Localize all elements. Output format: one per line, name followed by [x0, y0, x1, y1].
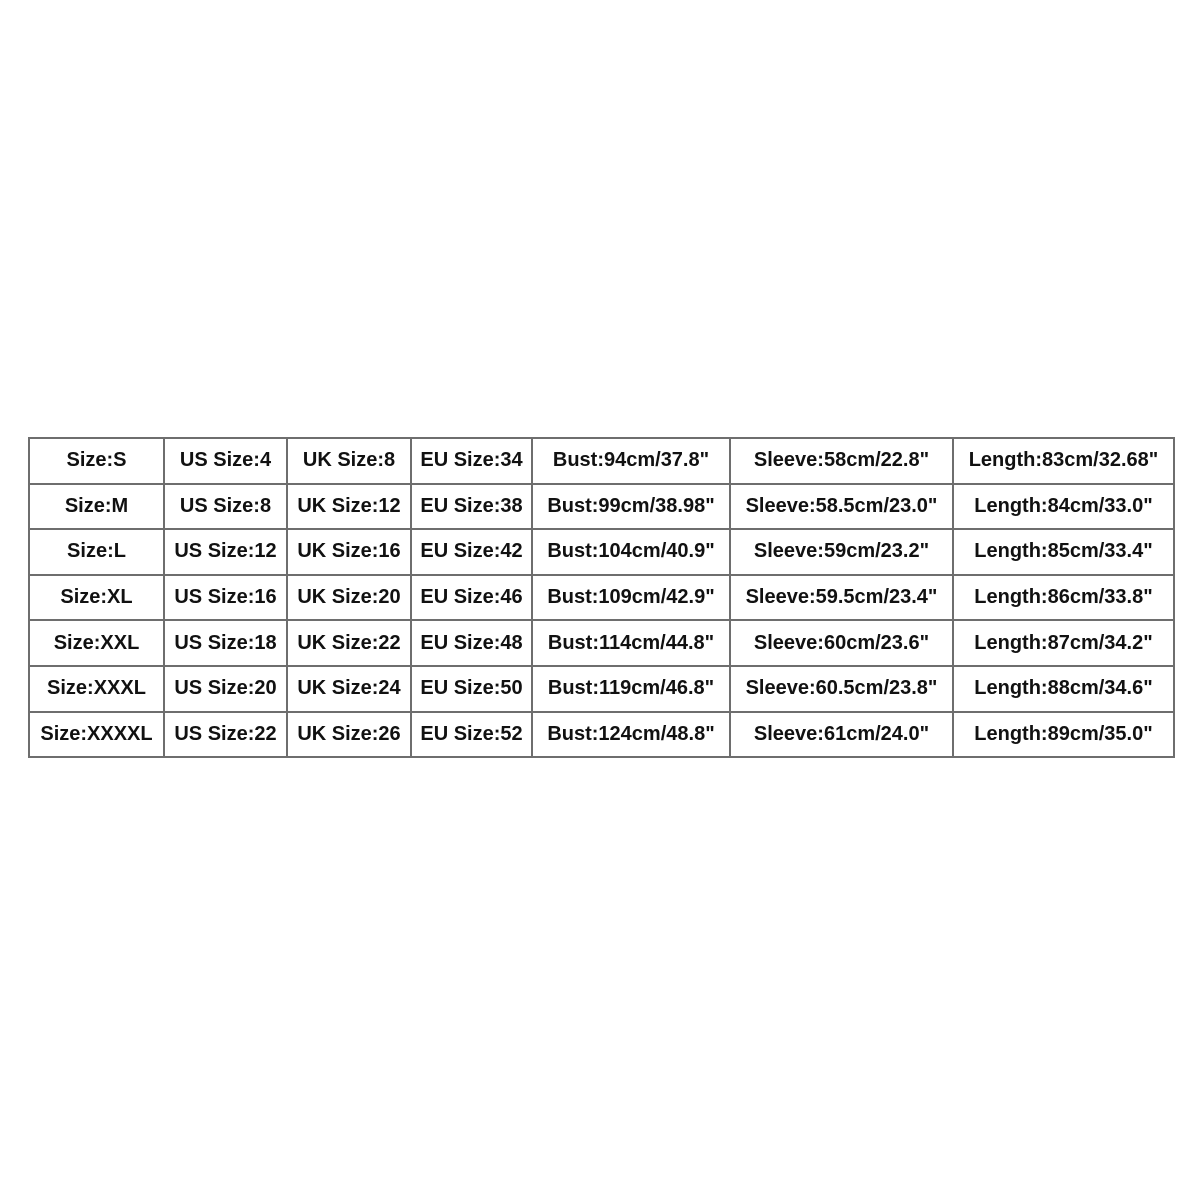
size-row-xxxl	[29, 666, 1174, 712]
length-cell: Length:89cm/35.0"	[953, 712, 1174, 758]
sleeve-cell: Sleeve:58cm/22.8"	[730, 438, 953, 484]
bust-cell: Bust:119cm/46.8"	[532, 666, 730, 712]
us-size-cell: US Size:16	[164, 575, 287, 621]
size-label-cell: Size:XXXXL	[29, 712, 164, 758]
size-row-xxxxl	[29, 712, 1174, 758]
size-chart-table	[28, 437, 1175, 758]
size-row-xxl	[29, 620, 1174, 666]
size-label-cell: Size:M	[29, 484, 164, 530]
size-label-cell: Size:XL	[29, 575, 164, 621]
us-size-cell: US Size:8	[164, 484, 287, 530]
size-chart-body	[29, 438, 1174, 757]
sleeve-cell: Sleeve:58.5cm/23.0"	[730, 484, 953, 530]
eu-size-cell: EU Size:34	[411, 438, 532, 484]
length-cell: Length:85cm/33.4"	[953, 529, 1174, 575]
eu-size-cell: EU Size:52	[411, 712, 532, 758]
eu-size-cell: EU Size:46	[411, 575, 532, 621]
bust-cell: Bust:94cm/37.8"	[532, 438, 730, 484]
size-label-cell: Size:XXXL	[29, 666, 164, 712]
size-row-m	[29, 484, 1174, 530]
uk-size-cell: UK Size:24	[287, 666, 411, 712]
bust-cell: Bust:99cm/38.98"	[532, 484, 730, 530]
size-label-cell: Size:L	[29, 529, 164, 575]
sleeve-cell: Sleeve:60.5cm/23.8"	[730, 666, 953, 712]
sleeve-cell: Sleeve:60cm/23.6"	[730, 620, 953, 666]
size-row-s	[29, 438, 1174, 484]
bust-cell: Bust:124cm/48.8"	[532, 712, 730, 758]
length-cell: Length:83cm/32.68"	[953, 438, 1174, 484]
size-row-l	[29, 529, 1174, 575]
eu-size-cell: EU Size:48	[411, 620, 532, 666]
uk-size-cell: UK Size:12	[287, 484, 411, 530]
us-size-cell: US Size:22	[164, 712, 287, 758]
length-cell: Length:87cm/34.2"	[953, 620, 1174, 666]
sleeve-cell: Sleeve:59.5cm/23.4"	[730, 575, 953, 621]
uk-size-cell: UK Size:26	[287, 712, 411, 758]
size-row-xl	[29, 575, 1174, 621]
bust-cell: Bust:104cm/40.9"	[532, 529, 730, 575]
us-size-cell: US Size:20	[164, 666, 287, 712]
eu-size-cell: EU Size:42	[411, 529, 532, 575]
sleeve-cell: Sleeve:59cm/23.2"	[730, 529, 953, 575]
uk-size-cell: UK Size:16	[287, 529, 411, 575]
length-cell: Length:86cm/33.8"	[953, 575, 1174, 621]
bust-cell: Bust:109cm/42.9"	[532, 575, 730, 621]
eu-size-cell: EU Size:38	[411, 484, 532, 530]
eu-size-cell: EU Size:50	[411, 666, 532, 712]
uk-size-cell: UK Size:8	[287, 438, 411, 484]
us-size-cell: US Size:4	[164, 438, 287, 484]
sleeve-cell: Sleeve:61cm/24.0"	[730, 712, 953, 758]
uk-size-cell: UK Size:20	[287, 575, 411, 621]
length-cell: Length:84cm/33.0"	[953, 484, 1174, 530]
us-size-cell: US Size:12	[164, 529, 287, 575]
size-label-cell: Size:XXL	[29, 620, 164, 666]
size-label-cell: Size:S	[29, 438, 164, 484]
length-cell: Length:88cm/34.6"	[953, 666, 1174, 712]
us-size-cell: US Size:18	[164, 620, 287, 666]
uk-size-cell: UK Size:22	[287, 620, 411, 666]
bust-cell: Bust:114cm/44.8"	[532, 620, 730, 666]
